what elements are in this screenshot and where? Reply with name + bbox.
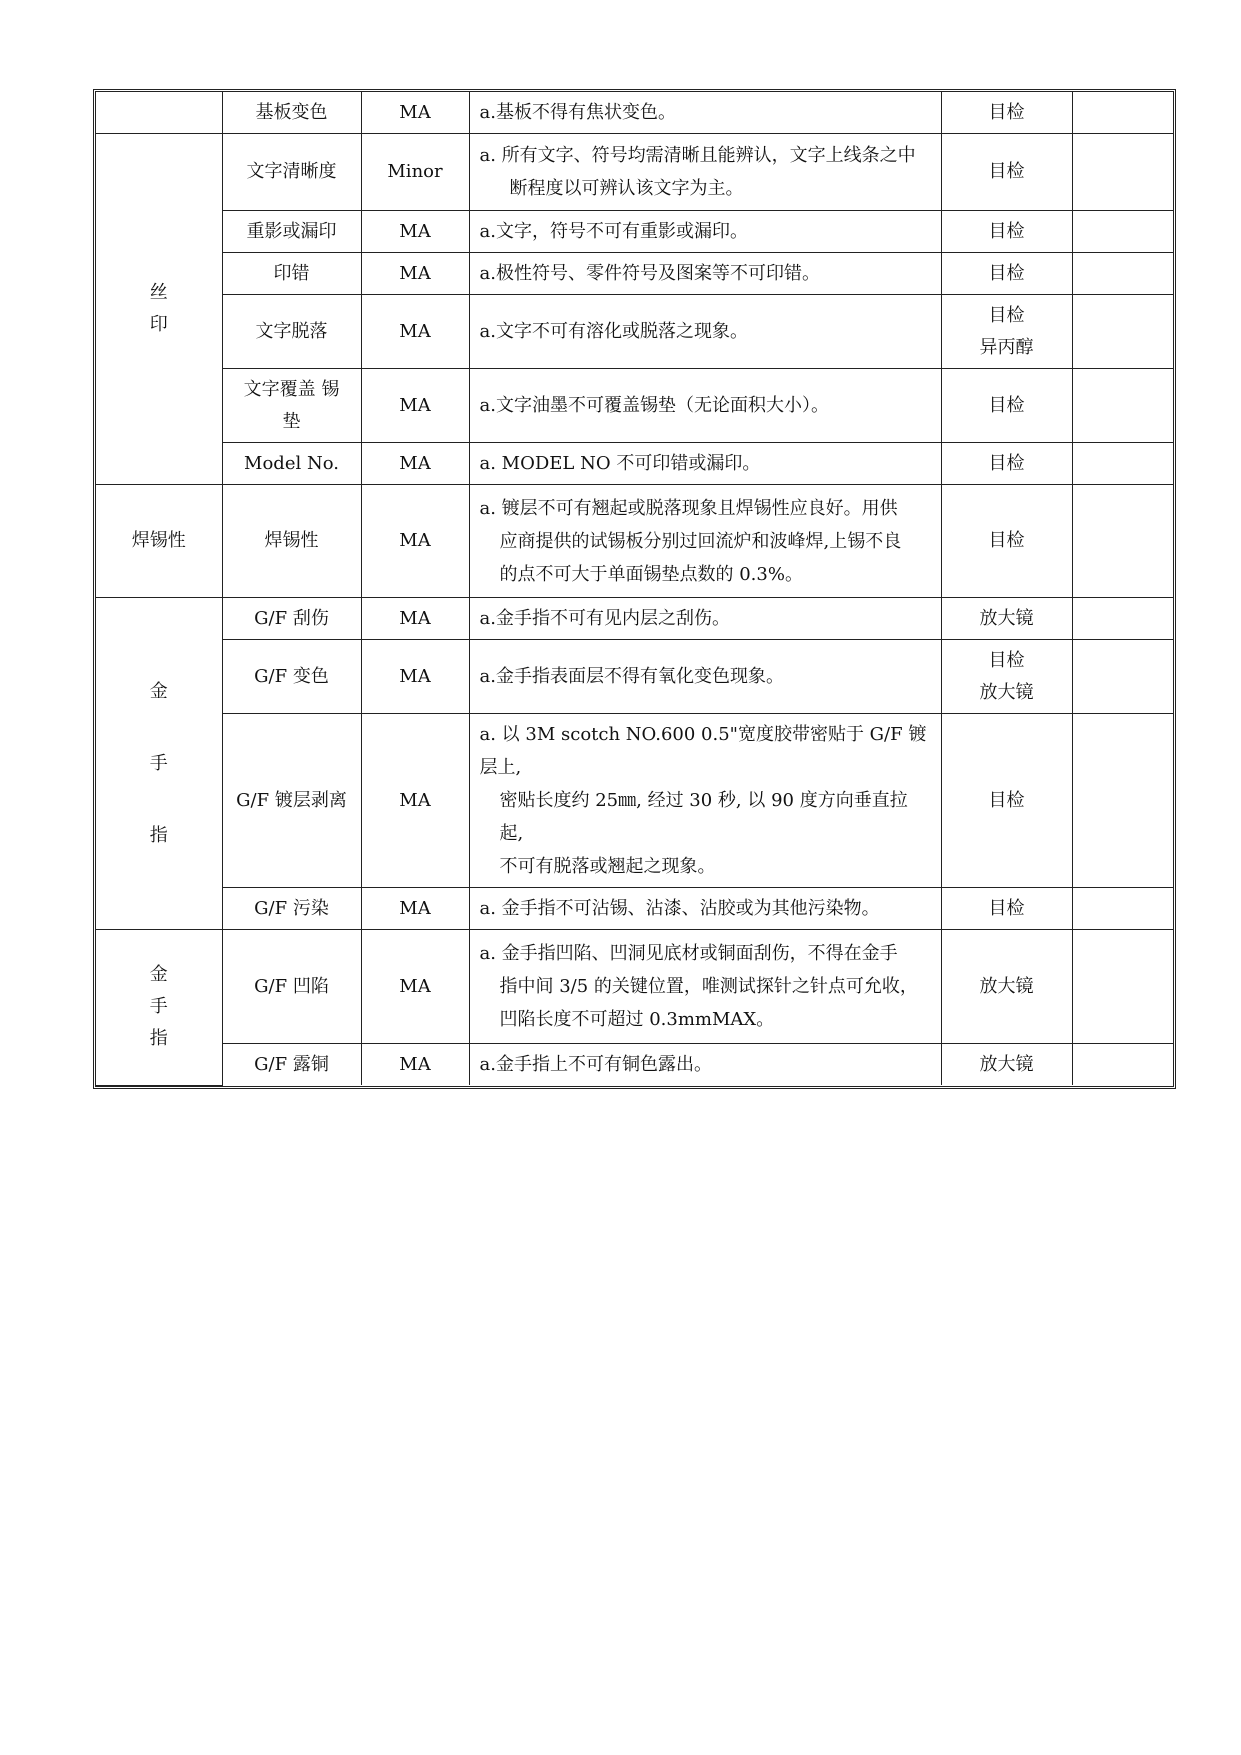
item-cell: G/F 凹陷 bbox=[222, 930, 361, 1044]
table-row bbox=[96, 714, 1173, 888]
method-cell: 放大镜 bbox=[941, 598, 1072, 640]
level-cell: MA bbox=[361, 211, 469, 253]
table-row bbox=[96, 443, 1173, 485]
criteria-cell: a.文字不可有溶化或脱落之现象。 bbox=[469, 295, 941, 369]
category-cell-gold-finger: 金 手 指 bbox=[96, 598, 222, 930]
remark-cell bbox=[1072, 253, 1173, 295]
table-row bbox=[96, 92, 1173, 134]
remark-cell bbox=[1072, 640, 1173, 714]
criteria-cell: a.文字油墨不可覆盖锡垫（无论面积大小）。 bbox=[469, 369, 941, 443]
remark-cell bbox=[1072, 485, 1173, 598]
method-cell: 目检 放大镜 bbox=[941, 640, 1072, 714]
method-cell: 目检 bbox=[941, 714, 1072, 888]
level-cell: MA bbox=[361, 369, 469, 443]
criteria-cell: a. 所有文字、符号均需清晰且能辨认，文字上线条之中 断程度以可辨认该文字为主。 bbox=[469, 134, 941, 211]
method-cell: 目检 bbox=[941, 369, 1072, 443]
level-cell: MA bbox=[361, 92, 469, 134]
item-cell: 基板变色 bbox=[222, 92, 361, 134]
method-cell: 目检 bbox=[941, 211, 1072, 253]
criteria-cell: a. 镀层不可有翘起或脱落现象且焊锡性应良好。用供 应商提供的试锡板分别过回流炉和波峰焊,上锡不良 的点不可大于单面锡垫点数的 0.3%。 bbox=[469, 485, 941, 598]
item-cell: 文字覆盖 锡 垫 bbox=[222, 369, 361, 443]
criteria-cell: a.基板不得有焦状变色。 bbox=[469, 92, 941, 134]
method-cell: 目检 bbox=[941, 92, 1072, 134]
level-cell: MA bbox=[361, 888, 469, 930]
item-cell: G/F 露铜 bbox=[222, 1044, 361, 1086]
method-cell: 目检 bbox=[941, 485, 1072, 598]
method-cell: 目检 异丙醇 bbox=[941, 295, 1072, 369]
item-cell: 文字清晰度 bbox=[222, 134, 361, 211]
criteria-cell: a.文字，符号不可有重影或漏印。 bbox=[469, 211, 941, 253]
item-cell: G/F 刮伤 bbox=[222, 598, 361, 640]
remark-cell bbox=[1072, 888, 1173, 930]
item-cell: G/F 镀层剥离 bbox=[222, 714, 361, 888]
category-cell bbox=[96, 92, 222, 134]
table-row bbox=[96, 211, 1173, 253]
remark-cell bbox=[1072, 369, 1173, 443]
level-cell: MA bbox=[361, 640, 469, 714]
level-cell: MA bbox=[361, 443, 469, 485]
criteria-cell: a. 金手指不可沾锡、沾漆、沾胶或为其他污染物。 bbox=[469, 888, 941, 930]
method-cell: 目检 bbox=[941, 253, 1072, 295]
level-cell: MA bbox=[361, 598, 469, 640]
remark-cell bbox=[1072, 295, 1173, 369]
method-cell: 目检 bbox=[941, 443, 1072, 485]
criteria-cell: a.极性符号、零件符号及图案等不可印错。 bbox=[469, 253, 941, 295]
level-cell: MA bbox=[361, 714, 469, 888]
category-cell-solderability: 焊锡性 bbox=[96, 485, 222, 598]
table-row bbox=[96, 369, 1173, 443]
level-cell: Minor bbox=[361, 134, 469, 211]
level-cell: MA bbox=[361, 1044, 469, 1086]
item-cell: G/F 变色 bbox=[222, 640, 361, 714]
remark-cell bbox=[1072, 443, 1173, 485]
item-cell: 文字脱落 bbox=[222, 295, 361, 369]
level-cell: MA bbox=[361, 930, 469, 1044]
criteria-cell: a. 以 3M scotch NO.600 0.5"宽度胶带密贴于 G/F 镀层上, 密贴长度约 25㎜, 经过 30 秒, 以 90 度方向垂直拉起, 不可有脱落或翘起之现象。 bbox=[469, 714, 941, 888]
level-cell: MA bbox=[361, 485, 469, 598]
remark-cell bbox=[1072, 714, 1173, 888]
category-cell-gold-finger-2: 金 手 指 bbox=[96, 930, 222, 1086]
table-row bbox=[96, 485, 1173, 598]
table-row bbox=[96, 930, 1173, 1044]
method-cell: 目检 bbox=[941, 134, 1072, 211]
item-cell: 印错 bbox=[222, 253, 361, 295]
inspection-table bbox=[93, 89, 1176, 1089]
criteria-cell: a.金手指表面层不得有氧化变色现象。 bbox=[469, 640, 941, 714]
item-cell: 焊锡性 bbox=[222, 485, 361, 598]
remark-cell bbox=[1072, 1044, 1173, 1086]
table-row bbox=[96, 598, 1173, 640]
level-cell: MA bbox=[361, 253, 469, 295]
method-cell: 放大镜 bbox=[941, 1044, 1072, 1086]
table-row bbox=[96, 640, 1173, 714]
level-cell: MA bbox=[361, 295, 469, 369]
table-row bbox=[96, 134, 1173, 211]
item-cell: 重影或漏印 bbox=[222, 211, 361, 253]
criteria-cell: a.金手指上不可有铜色露出。 bbox=[469, 1044, 941, 1086]
table-row bbox=[96, 1044, 1173, 1086]
criteria-cell: a. 金手指凹陷、凹洞见底材或铜面刮伤，不得在金手 指中间 3/5 的关键位置，唯测试探针之针点可允收， 凹陷长度不可超过 0.3mmMAX。 bbox=[469, 930, 941, 1044]
method-cell: 目检 bbox=[941, 888, 1072, 930]
table-row bbox=[96, 888, 1173, 930]
remark-cell bbox=[1072, 211, 1173, 253]
criteria-cell: a.金手指不可有见内层之刮伤。 bbox=[469, 598, 941, 640]
category-cell-silkscreen: 丝 印 bbox=[96, 134, 222, 485]
item-cell: G/F 污染 bbox=[222, 888, 361, 930]
remark-cell bbox=[1072, 92, 1173, 134]
method-cell: 放大镜 bbox=[941, 930, 1072, 1044]
remark-cell bbox=[1072, 930, 1173, 1044]
table-row bbox=[96, 253, 1173, 295]
table-row bbox=[96, 295, 1173, 369]
remark-cell bbox=[1072, 134, 1173, 211]
remark-cell bbox=[1072, 598, 1173, 640]
criteria-cell: a. MODEL NO 不可印错或漏印。 bbox=[469, 443, 941, 485]
item-cell: Model No. bbox=[222, 443, 361, 485]
